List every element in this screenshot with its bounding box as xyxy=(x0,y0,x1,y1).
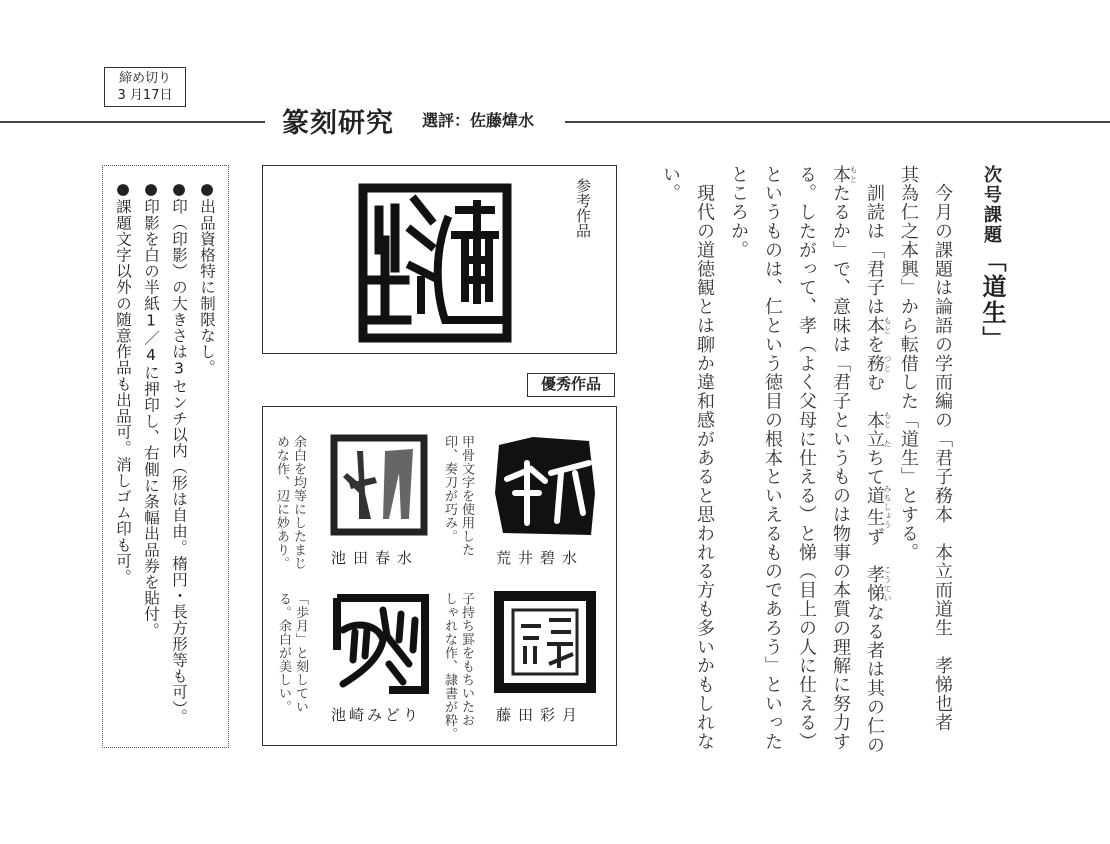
ruby-word: 孝悌こうてい xyxy=(864,565,892,604)
body-column xyxy=(657,165,683,203)
body-text: 其為仁之本興」から転借した「道生」とする。 xyxy=(898,165,919,562)
ruby-reading: もと xyxy=(883,316,892,336)
ruby-word: 本立もと た xyxy=(864,410,892,449)
ruby-word: 務つと xyxy=(864,354,892,373)
ruby-reading: つと xyxy=(883,354,892,373)
ruby-word: 本もと xyxy=(864,316,892,336)
body-column xyxy=(691,165,717,751)
work-name-arai: 荒井碧水 xyxy=(496,549,585,567)
work-caption-ikeda: 余白を均等にしたまじ めな作、辺に妙あり。 xyxy=(274,435,306,570)
next-assignment-subject: 「道生」 xyxy=(978,248,1006,352)
body-text: たるか」で、意味は「君子というものは物事の本質の理解に努力す xyxy=(830,183,851,751)
body-text: なる者は其の仁の xyxy=(864,603,885,755)
body-text: い。 xyxy=(660,165,681,203)
work-name-ikezaki: 池崎みどり xyxy=(331,706,422,724)
ruby-reading: もと xyxy=(849,165,858,184)
body-text: というものは、仁という徳目の根本といえるものであろう」といった xyxy=(762,165,783,751)
body-column xyxy=(929,165,955,732)
ruby-reading: こうてい xyxy=(883,565,892,604)
rule-paper: ●印影を白の半紙1／4に押印し、右側に条幅出品券を貼付。 xyxy=(142,180,160,639)
body-text: ず xyxy=(864,527,885,566)
ruby-reading: もと た xyxy=(883,410,892,449)
work-name-fujita: 藤田彩月 xyxy=(496,706,585,724)
header-rule-right xyxy=(565,121,1110,123)
work-caption-fujita: 子持ち罫をもちいたお しゃれな作、隷書が粋。 xyxy=(442,592,474,741)
body-text: 訓読は「君子は xyxy=(864,165,885,317)
seal-fujita-image xyxy=(493,590,597,694)
body-column xyxy=(793,165,819,751)
work-caption-arai: 甲骨文字を使用した 印、奏刀が巧み。 xyxy=(442,435,474,557)
body-column xyxy=(861,165,892,754)
deadline-box xyxy=(104,67,186,107)
body-column xyxy=(725,165,751,260)
ruby-word: 本もと xyxy=(830,165,858,184)
deadline-label: 締め切り xyxy=(118,71,171,86)
work-caption-ikezaki: 「歩月」と刻してい る。余白が美しい。 xyxy=(276,592,308,714)
judge-credit: 選評：佐藤煒水 xyxy=(422,111,535,130)
ruby-reading: みちしょう xyxy=(883,484,892,530)
header-rule-left xyxy=(0,121,265,123)
reference-label: 参考作品 xyxy=(574,178,592,238)
body-column xyxy=(827,165,858,751)
deadline-date: 3 月17日 xyxy=(117,88,173,103)
rule-free-works: ●課題文字以外の随意作品も出品可。消しゴム印も可。 xyxy=(114,180,132,585)
page-title: 篆刻研究 xyxy=(282,108,394,139)
body-text: を xyxy=(864,335,885,355)
rule-size: ●印（印影）の大きさは3センチ以内（形は自由。楕円・長方形等も可）。 xyxy=(170,180,188,725)
rule-eligibility: ●出品資格特に制限なし。 xyxy=(198,180,216,376)
excellent-works-box xyxy=(262,406,617,746)
seal-ikeda-image xyxy=(329,433,429,537)
reference-work-box xyxy=(262,165,617,354)
body-text: る。したがって、孝（よく父母に仕える）と悌（目上の人に仕える） xyxy=(796,165,817,751)
body-column xyxy=(895,165,921,562)
ruby-word: 道生みちしょう xyxy=(864,484,892,530)
excellent-works-label: 優秀作品 xyxy=(527,373,615,397)
seal-ikezaki-image xyxy=(329,590,429,694)
body-column xyxy=(759,165,785,751)
next-assignment-title: 次号課題 xyxy=(981,165,1002,245)
work-name-ikeda: 池田春水 xyxy=(331,549,420,567)
body-text: ところか。 xyxy=(728,165,749,260)
body-text: 現代の道徳観とは聊か違和感があると思われる方も多いかもしれな xyxy=(694,165,715,751)
reference-seal-image xyxy=(355,180,515,345)
body-text: 今月の課題は論語の学而編の「君子務本 本立而道生 孝悌也者 xyxy=(932,165,953,732)
body-text: ちて xyxy=(864,448,885,487)
body-text: む xyxy=(864,372,885,411)
seal-arai-image xyxy=(493,433,597,539)
